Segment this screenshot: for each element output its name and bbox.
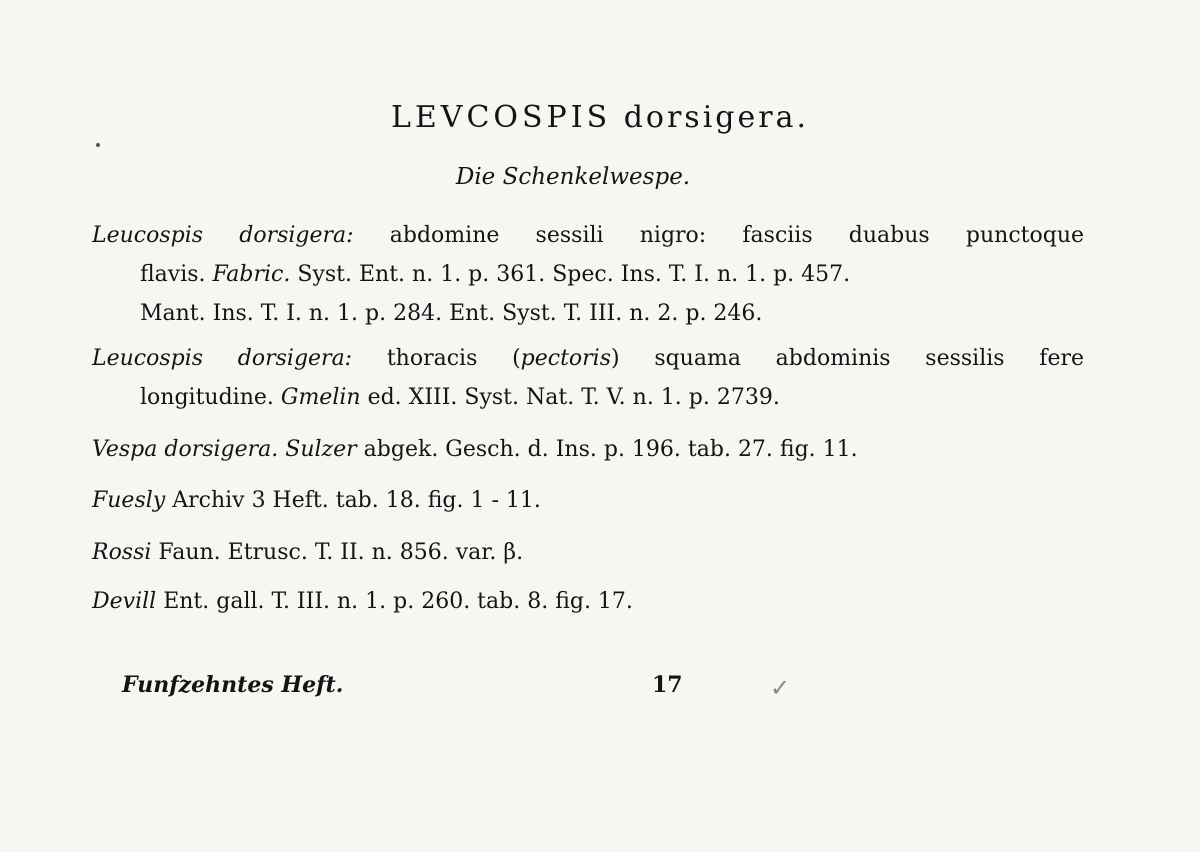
title-genus: LEVCOSPIS — [390, 100, 612, 135]
pencil-check-mark-icon: ✓ — [770, 674, 791, 702]
text-segment: Ent. gall. T. III. n. 1. p. 260. tab. 8. fig. 17. — [156, 589, 633, 614]
italic-text-segment: Rossi — [92, 540, 152, 565]
text-segment: abdomine sessili nigro: fasciis duabus punctoque — [353, 223, 1085, 248]
signature-mark: Funfzehntes Heft. — [122, 672, 344, 698]
page-number: 17 — [652, 672, 683, 698]
text-segment: Mant. Ins. T. I. n. 1. p. 284. Ent. Syst. T. III. n. 2. p. 246. — [140, 301, 763, 326]
citation-line — [92, 378, 1084, 417]
italic-text-segment: Gmelin — [280, 385, 361, 410]
text-segment: thoracis ( — [352, 346, 521, 371]
italic-text-segment: Sulzer — [285, 437, 357, 462]
citation-entry-6 — [92, 582, 1084, 621]
citation-entry-4 — [92, 481, 1084, 520]
citation-entry-5 — [92, 533, 1084, 572]
citation-line — [92, 533, 1084, 572]
citation-line — [92, 294, 1084, 333]
text-segment: ) squama abdominis sessilis fere — [611, 346, 1084, 371]
text-segment: flavis. — [140, 262, 213, 287]
text-segment: Archiv 3 Heft. tab. 18. fig. 1 - 11. — [165, 488, 541, 513]
text-segment: abgek. Gesch. d. Ins. p. 196. tab. 27. fig. 11. — [356, 437, 858, 462]
citation-entry-2 — [92, 339, 1084, 417]
text-segment: Faun. Etrusc. T. II. n. 856. var. β. — [151, 540, 524, 565]
citation-line — [92, 481, 1084, 520]
citation-line — [92, 339, 1084, 378]
citation-line — [92, 582, 1084, 621]
citation-entry-3 — [92, 430, 1084, 469]
italic-text-segment: Fuesly — [92, 488, 166, 513]
italic-text-segment: Fabric. — [212, 262, 291, 287]
ink-speck-icon — [96, 143, 100, 147]
common-name-subtitle: Die Schenkelwespe. — [455, 164, 691, 190]
italic-text-segment: Vespa dorsigera. — [92, 437, 279, 462]
citation-line — [92, 255, 1084, 294]
text-segment: longitudine. — [140, 385, 281, 410]
page-title — [0, 100, 1200, 135]
text-segment: Syst. Ent. n. 1. p. 361. Spec. Ins. T. I. n. 1. p. 457. — [290, 262, 851, 287]
italic-text-segment: Devill — [92, 589, 157, 614]
title-species: dorsigera. — [623, 100, 810, 135]
italic-text-segment: Leucospis dorsigera: — [92, 346, 353, 371]
text-segment: ed. XIII. Syst. Nat. T. V. n. 1. p. 2739. — [360, 385, 780, 410]
italic-text-segment: Leucospis dorsigera: — [92, 223, 354, 248]
citation-line — [92, 430, 1084, 469]
citation-line — [92, 216, 1084, 255]
citation-entry-1 — [92, 216, 1084, 333]
italic-text-segment: pectoris — [520, 346, 612, 371]
